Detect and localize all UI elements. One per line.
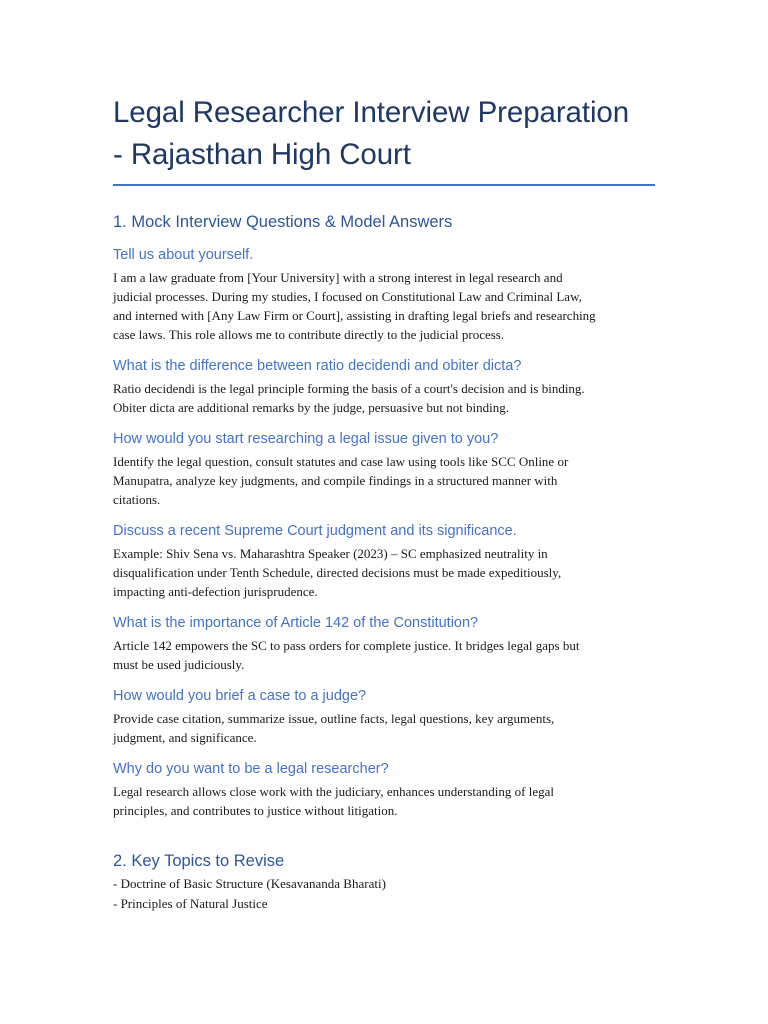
answer-line: case laws. This role allows me to contribute directly to the judicial process. [113, 327, 505, 342]
answer-line: citations. [113, 492, 161, 507]
qa-item [113, 245, 658, 344]
topic-list [113, 874, 658, 914]
question-heading: Why do you want to be a legal researcher? [113, 761, 389, 777]
answer-text [113, 636, 658, 674]
title-line-1: Legal Researcher Interview Preparation [113, 96, 630, 129]
qa-item [113, 759, 658, 820]
answer-line: judicial processes. During my studies, I focused on Constitutional Law and Criminal Law, [113, 289, 582, 304]
qa-list [113, 245, 658, 820]
answer-line: and interned with [Any Law Firm or Court], assisting in drafting legal briefs and researching [113, 308, 596, 323]
document-title [113, 92, 658, 176]
answer-text [113, 782, 658, 820]
topic-item: - Doctrine of Basic Structure (Kesavananda Bharati) [113, 876, 386, 891]
answer-line: judgment, and significance. [113, 730, 257, 745]
question-heading: Discuss a recent Supreme Court judgment and its significance. [113, 523, 517, 539]
answer-line: I am a law graduate from [Your University] with a strong interest in legal research and [113, 270, 563, 285]
answer-text [113, 709, 658, 747]
title-divider [113, 184, 655, 186]
answer-line: Provide case citation, summarize issue, outline facts, legal questions, key arguments, [113, 711, 555, 726]
answer-line: impacting anti-defection jurisprudence. [113, 584, 318, 599]
question-heading: What is the difference between ratio decidendi and obiter dicta? [113, 358, 522, 374]
answer-line: Obiter dicta are additional remarks by the judge, persuasive but not binding. [113, 400, 510, 415]
section-heading-key-topics: 2. Key Topics to Revise [113, 852, 285, 870]
qa-item [113, 613, 658, 674]
answer-line: must be used judiciously. [113, 657, 245, 672]
answer-text [113, 452, 658, 509]
answer-line: disqualification under Tenth Schedule, directed decisions must be made expeditiously, [113, 565, 562, 580]
answer-line: Article 142 empowers the SC to pass orders for complete justice. It bridges legal gaps but [113, 638, 580, 653]
topic-item: - Principles of Natural Justice [113, 896, 268, 911]
qa-item [113, 686, 658, 747]
answer-line: Identify the legal question, consult statutes and case law using tools like SCC Online or [113, 454, 569, 469]
question-heading: What is the importance of Article 142 of the Constitution? [113, 615, 479, 631]
answer-text [113, 268, 658, 344]
answer-line: Legal research allows close work with the judiciary, enhances understanding of legal [113, 784, 554, 799]
qa-item [113, 521, 658, 601]
question-heading: How would you start researching a legal issue given to you? [113, 431, 499, 447]
document-body [113, 92, 658, 914]
answer-text [113, 544, 658, 601]
question-heading: How would you brief a case to a judge? [113, 688, 367, 704]
answer-line: principles, and contributes to justice without litigation. [113, 803, 398, 818]
answer-line: Manupatra, analyze key judgments, and compile findings in a structured manner with [113, 473, 558, 488]
section-heading-mock-interview: 1. Mock Interview Questions & Model Answers [113, 213, 453, 231]
answer-line: Example: Shiv Sena vs. Maharashtra Speaker (2023) – SC emphasized neutrality in [113, 546, 548, 561]
answer-line: Ratio decidendi is the legal principle forming the basis of a court's decision and is binding. [113, 381, 585, 396]
qa-item [113, 356, 658, 417]
title-line-2: - Rajasthan High Court [113, 138, 411, 171]
qa-item [113, 429, 658, 509]
answer-text [113, 379, 658, 417]
question-heading: Tell us about yourself. [113, 247, 254, 263]
